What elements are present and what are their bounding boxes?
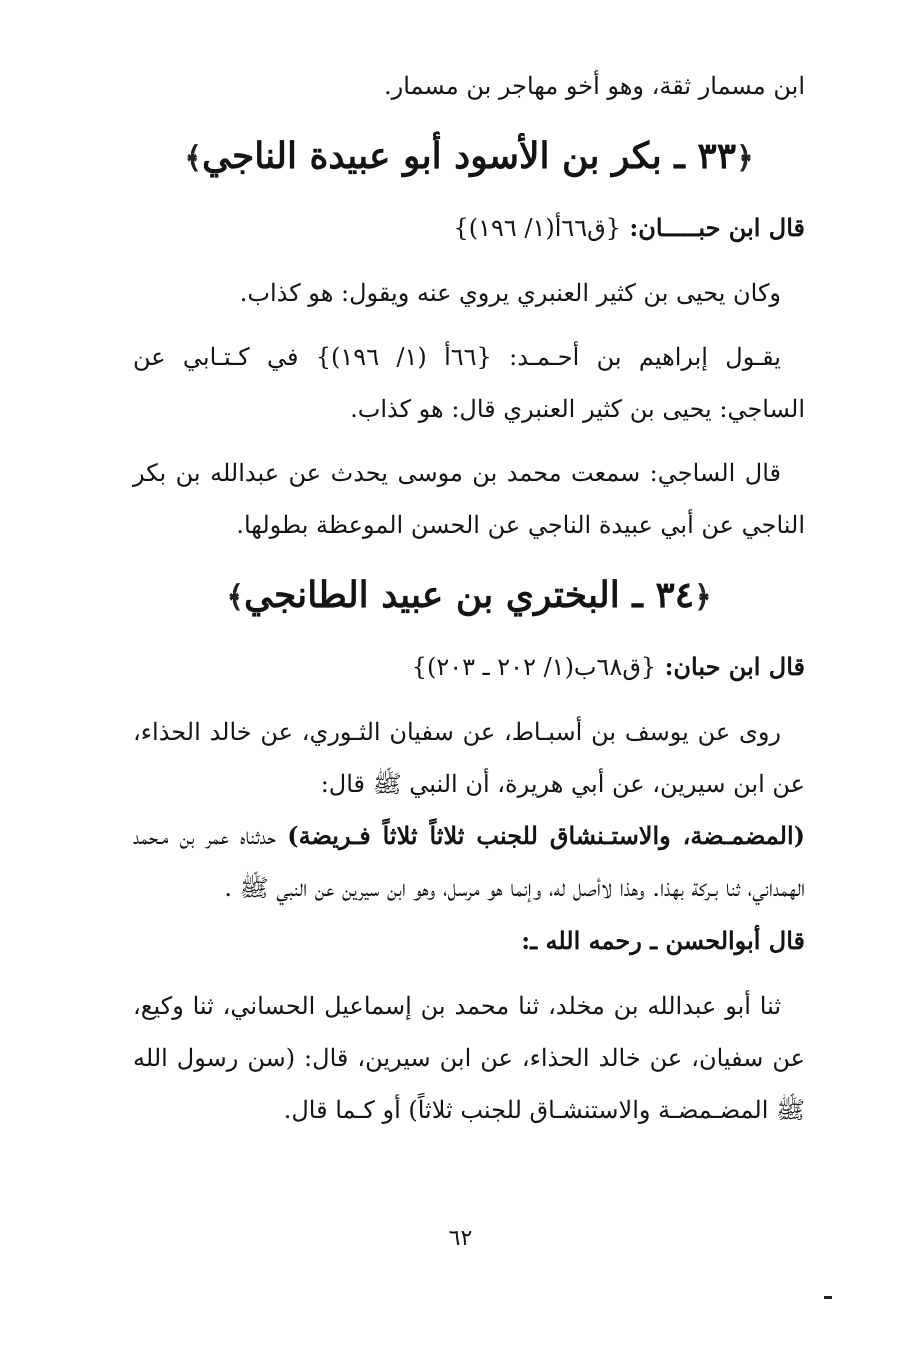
source-reference: {ق٦٨ب(١/ ٢٠٢ ـ ٢٠٣)} [411,653,657,681]
paragraph: وكان يحيى بن كثير العنبري يروي عنه ويقول: هو كذاب. [239,279,781,307]
edge-mark [824,1296,832,1299]
source-label: قال أبوالحسن ـ رحمه الله ـ: [521,926,805,955]
entry-title: ٣٤ ـ البختري بن عبيد الطانجي [243,574,695,616]
ornament-open-icon: ﴿ [694,580,712,615]
ornament-close-icon: ﴾ [184,141,202,176]
entry-heading-33 [133,116,805,199]
page-number: ٦٢ [448,1226,473,1251]
paragraph [133,810,805,914]
source-line [133,640,805,694]
source-label: قال ابن حبـــــان: [629,213,805,242]
ornament-close-icon: ﴾ [226,580,244,615]
paragraph: ثنا أبو عبدالله بن مخلد، ثنا محمد بن إسماعيل الحساني، ثنا وكيع، عن سفيان، عن خالد الحذاء، عن ابن سيرين، قال: (سن رسول الله ﷺ المضـمضـة والاستنشـاق للجنب ثلاثاً) أو كـما قال. [133,992,805,1124]
paragraph: روى عن يوسف بن أسبـاط، عن سفيان الثـوري، عن خالد الحذاء، عن ابن سيرين، عن أبي هريرة، أن النبي ﷺ قال: [133,718,805,798]
paragraph-text: حدثناه عمر بن مـحمد الهمداني، ثنا بـركة بهذا. وهذا لاأصل له، وإنما هو مرسل، وهو ابن سيرين عن النبي ﷺ . [133,822,805,902]
text-line: ابن مسمار ثقة، وهو أخو مهاجر بن مسمار. [384,72,805,100]
page-body [133,60,805,1136]
hadith-quote: (المضمـضة، والاستـنشاق للجنب ثلاثاً ثلاثاً فـريضة) [287,821,805,850]
entry-title: ٣٣ ـ بكر بن الأسود أبو عبيدة الناجي [201,135,737,177]
paragraph: قال الساجي: سمعت محمد بن موسى يحدث عن عبدالله بن بكر الناجي عن أبي عبيدة الناجي عن الحسن الموعظة بطولها. [133,459,805,539]
ornament-open-icon: ﴿ [736,141,754,176]
paragraph: يقـول إبراهيم بن أحـمـد: {٦٦أ (١/ ١٩٦)} في كـتـابي عن الساجي: يحيى بن كثير العنبري قال: هو كذاب. [133,343,805,423]
source-label: قال ابن حبان: [664,652,805,681]
source-line [133,201,805,255]
entry-heading-34 [133,555,805,638]
source-reference: {ق٦٦أ(١/ ١٩٦)} [453,214,622,242]
